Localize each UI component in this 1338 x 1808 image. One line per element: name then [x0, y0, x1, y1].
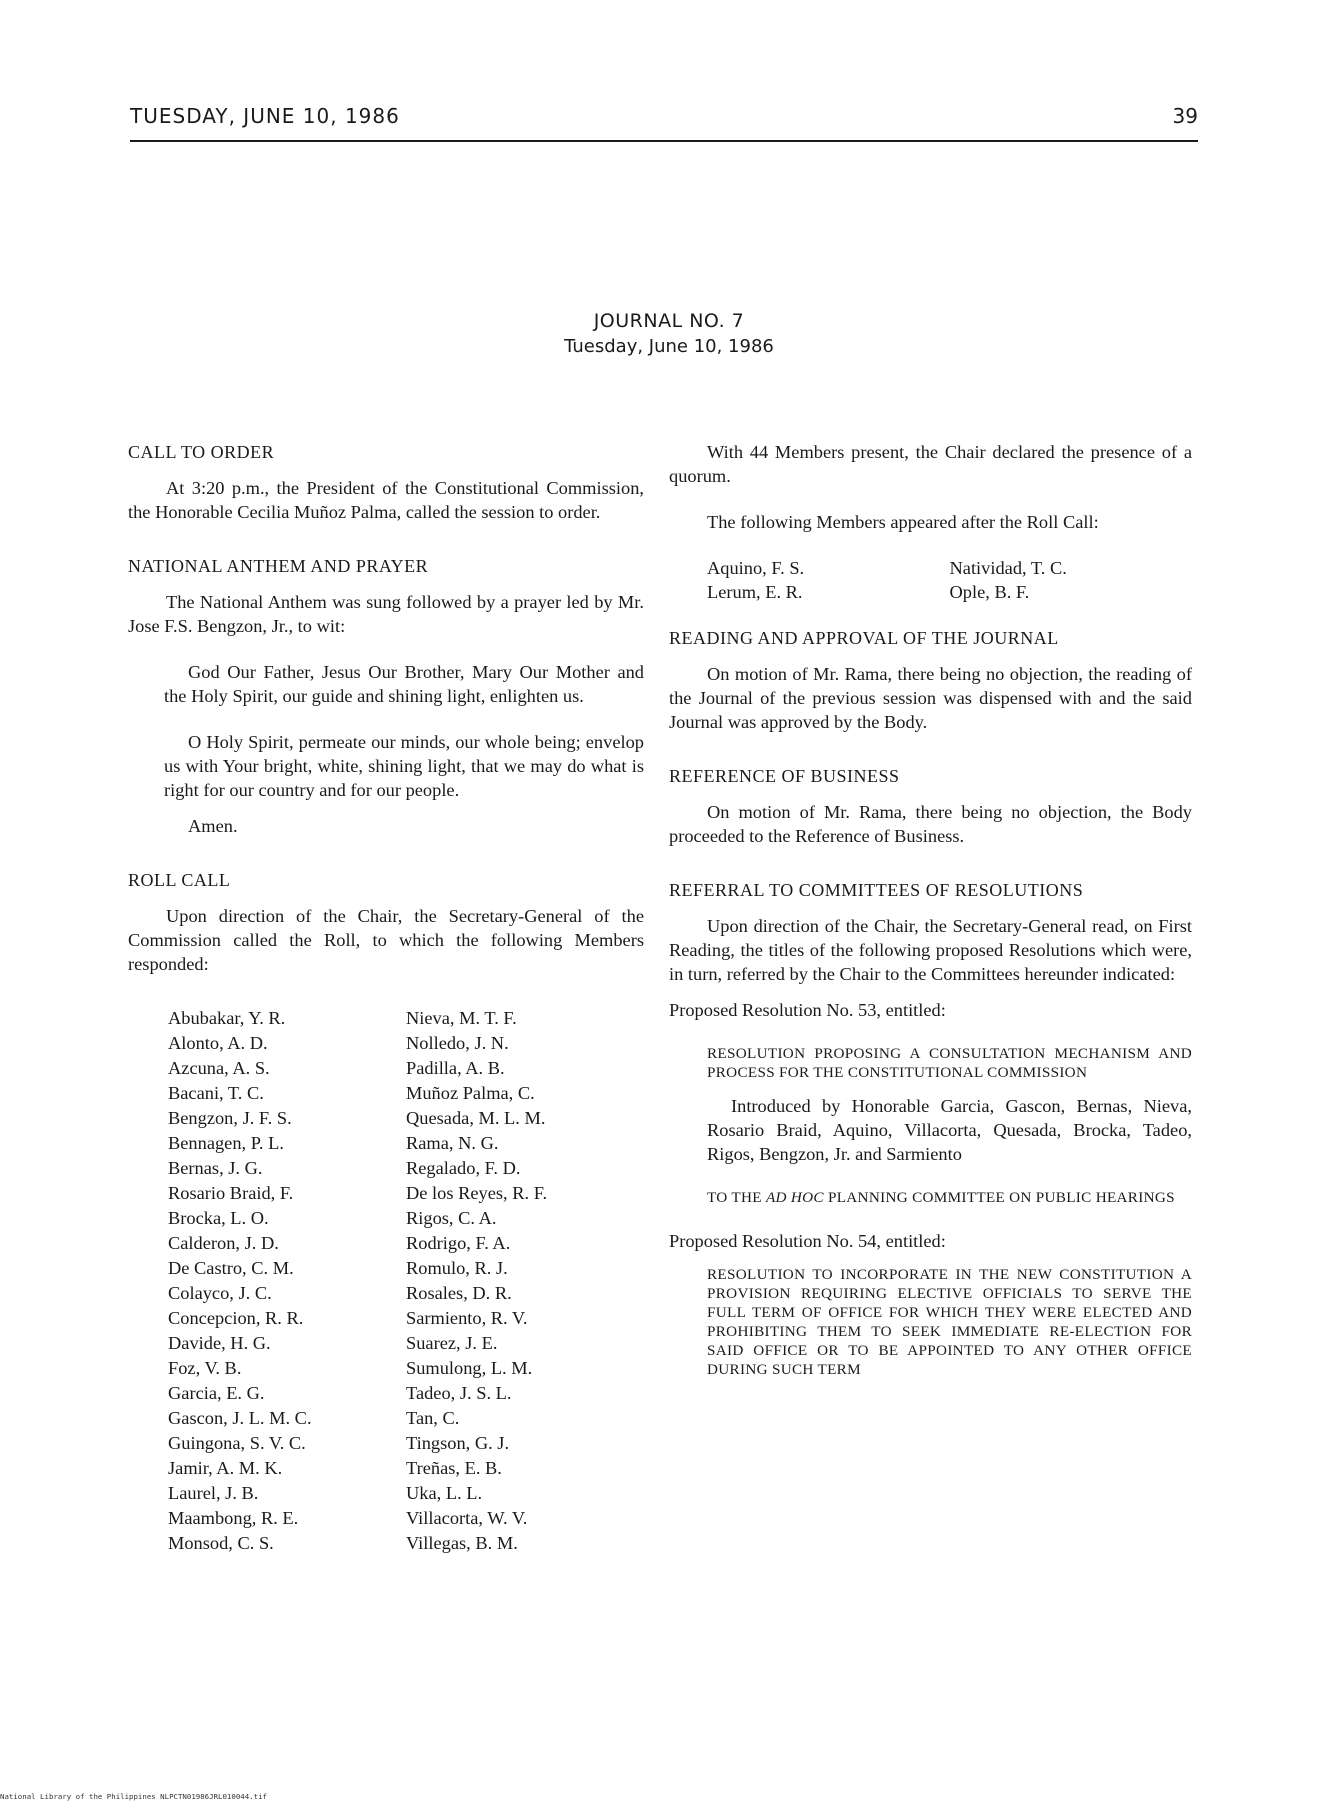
list-item: Natividad, T. C. [949, 558, 1067, 578]
list-item: Villegas, B. M. [406, 1533, 518, 1553]
list-item: Tingson, G. J. [406, 1433, 510, 1453]
list-item: Bernas, J. G. [168, 1158, 263, 1178]
list-item: De Castro, C. M. [168, 1258, 294, 1278]
prayer-paragraph-2: O Holy Spirit, permeate our minds, our whole being; envelop us with Your bright, white, shining light, that we may do what is right for our country and for our people. [164, 732, 644, 800]
roll-call-names-col-1 [168, 1006, 406, 1556]
heading-journal-approval: READING AND APPROVAL OF THE JOURNAL [669, 628, 1059, 648]
list-item: Bacani, T. C. [168, 1083, 264, 1103]
resolution-53-title: RESOLUTION PROPOSING A CONSULTATION MECHANISM AND PROCESS FOR THE CONSTITUTIONAL COMMISSION [707, 1045, 1192, 1081]
list-item: Villacorta, W. V. [406, 1508, 528, 1528]
prayer-amen: Amen. [188, 816, 238, 836]
list-item: Gascon, J. L. M. C. [168, 1408, 312, 1428]
list-item: Rama, N. G. [406, 1133, 499, 1153]
scan-footer: National Library of the Philippines NLPCTN01986JRL010044.tif [0, 1792, 267, 1801]
journal-title: JOURNAL NO. 7 [593, 310, 745, 332]
header-date: TUESDAY, JUNE 10, 1986 [130, 104, 400, 128]
list-item: Uka, L. L. [406, 1483, 483, 1503]
late-members-names [707, 556, 1192, 604]
list-item: Rosales, D. R. [406, 1283, 512, 1303]
resolution-53-introducers [707, 1094, 1192, 1166]
list-item: Laurel, J. B. [168, 1483, 259, 1503]
committee-name: PLANNING COMMITTEE ON PUBLIC HEARINGS [827, 1189, 1175, 1206]
list-item: Sumulong, L. M. [406, 1358, 533, 1378]
anthem-text: The National Anthem was sung followed by a prayer led by Mr. Jose F.S. Bengzon, Jr., to wit: [128, 592, 644, 636]
list-item: Monsod, C. S. [168, 1533, 274, 1553]
resolution-53-committee [707, 1188, 1192, 1207]
referral-text: Upon direction of the Chair, the Secretary-General read, on First Reading, the titles of the following proposed Resolutions which were, in turn, referred by the Chair to the Committees hereunder indicated: [669, 916, 1192, 984]
journal-title-block [0, 308, 1338, 360]
header-rule [130, 140, 1198, 142]
list-item: Rigos, C. A. [406, 1208, 497, 1228]
resolution-54-label: Proposed Resolution No. 54, entitled: [669, 1231, 946, 1251]
journal-approval-text: On motion of Mr. Rama, there being no objection, the reading of the Journal of the previous session was dispensed with and the said Journal was approved by the Body. [669, 664, 1192, 732]
list-item: Davide, H. G. [168, 1333, 271, 1353]
late-members-col-2 [950, 556, 1193, 604]
list-item: Tadeo, J. S. L. [406, 1383, 512, 1403]
left-column [128, 440, 644, 1556]
resolution-53-label: Proposed Resolution No. 53, entitled: [669, 1000, 946, 1020]
list-item: Maambong, R. E. [168, 1508, 299, 1528]
list-item: Rodrigo, F. A. [406, 1233, 511, 1253]
list-item: Alonto, A. D. [168, 1033, 268, 1053]
roll-call-names-col-2 [406, 1006, 644, 1556]
page-header [130, 104, 1198, 138]
prayer-block [164, 660, 644, 838]
resolution-53-introduced-by: Introduced by Honorable Garcia, Gascon, Bernas, Nieva, Rosario Braid, Aquino, Villacorta, Quesada, Brocka, Tadeo, Rigos, Bengzon, Jr. and Sarmiento [707, 1096, 1192, 1164]
list-item: Regalado, F. D. [406, 1158, 521, 1178]
prayer-paragraph-1: God Our Father, Jesus Our Brother, Mary Our Mother and the Holy Spirit, our guide and shining light, enlighten us. [164, 662, 644, 706]
heading-reference-of-business: REFERENCE OF BUSINESS [669, 766, 900, 786]
resolution-54-title: RESOLUTION TO INCORPORATE IN THE NEW CONSTITUTION A PROVISION REQUIRING ELECTIVE OFFICIALS TO SERVE THE FULL TERM OF OFFICE FOR WHICH THEY WERE ELECTED AND PROHIBITING THEM TO SEEK IMMEDIATE RE-ELECTION FOR SAID OFFICE OR TO BE APPOINTED TO ANY OTHER OFFICE DURING SUCH TERM [707, 1266, 1192, 1378]
list-item: Garcia, E. G. [168, 1383, 265, 1403]
reference-of-business-text: On motion of Mr. Rama, there being no objection, the Body proceeded to the Reference of Business. [669, 802, 1192, 846]
journal-date: Tuesday, June 10, 1986 [564, 336, 774, 357]
list-item: Concepcion, R. R. [168, 1308, 304, 1328]
heading-roll-call: ROLL CALL [128, 870, 231, 890]
list-item: Bengzon, J. F. S. [168, 1108, 292, 1128]
roll-call-text: Upon direction of the Chair, the Secretary-General of the Commission called the Roll, to which the following Members responded: [128, 906, 644, 974]
list-item: Azcuna, A. S. [168, 1058, 270, 1078]
list-item: Rosario Braid, F. [168, 1183, 294, 1203]
list-item: Bennagen, P. L. [168, 1133, 284, 1153]
list-item: Foz, V. B. [168, 1358, 242, 1378]
list-item: Quesada, M. L. M. [406, 1108, 546, 1128]
late-members-col-1 [707, 556, 950, 604]
list-item: Romulo, R. J. [406, 1258, 508, 1278]
list-item: Colayco, J. C. [168, 1283, 272, 1303]
list-item: Aquino, F. S. [707, 558, 805, 578]
list-item: Nieva, M. T. F. [406, 1008, 517, 1028]
list-item: Ople, B. F. [949, 582, 1030, 602]
list-item: Guingona, S. V. C. [168, 1433, 306, 1453]
heading-anthem-prayer: NATIONAL ANTHEM AND PRAYER [128, 556, 429, 576]
list-item: Tan, C. [406, 1408, 460, 1428]
late-members-text: The following Members appeared after the Roll Call: [707, 512, 1099, 532]
roll-call-names [168, 1006, 644, 1556]
list-item: Sarmiento, R. V. [406, 1308, 528, 1328]
heading-referral-to-committees: REFERRAL TO COMMITTEES OF RESOLUTIONS [669, 880, 1084, 900]
committee-to-label: TO THE [707, 1189, 762, 1206]
list-item: Treñas, E. B. [406, 1458, 502, 1478]
heading-call-to-order: CALL TO ORDER [128, 442, 275, 462]
list-item: Lerum, E. R. [707, 582, 803, 602]
quorum-text: With 44 Members present, the Chair declared the presence of a quorum. [669, 442, 1192, 486]
list-item: Abubakar, Y. R. [168, 1008, 286, 1028]
list-item: Nolledo, J. N. [406, 1033, 509, 1053]
page-number: 39 [1172, 104, 1198, 128]
list-item: Padilla, A. B. [406, 1058, 505, 1078]
list-item: Suarez, J. E. [406, 1333, 498, 1353]
list-item: Brocka, L. O. [168, 1208, 269, 1228]
right-column [669, 440, 1192, 1379]
list-item: Jamir, A. M. K. [168, 1458, 283, 1478]
call-to-order-text: At 3:20 p.m., the President of the Constitutional Commission, the Honorable Cecilia Muñoz Palma, called the session to order. [128, 478, 644, 522]
list-item: Muñoz Palma, C. [406, 1083, 535, 1103]
list-item: Calderon, J. D. [168, 1233, 279, 1253]
committee-adhoc-label: AD HOC [765, 1189, 824, 1206]
list-item: De los Reyes, R. F. [406, 1183, 548, 1203]
